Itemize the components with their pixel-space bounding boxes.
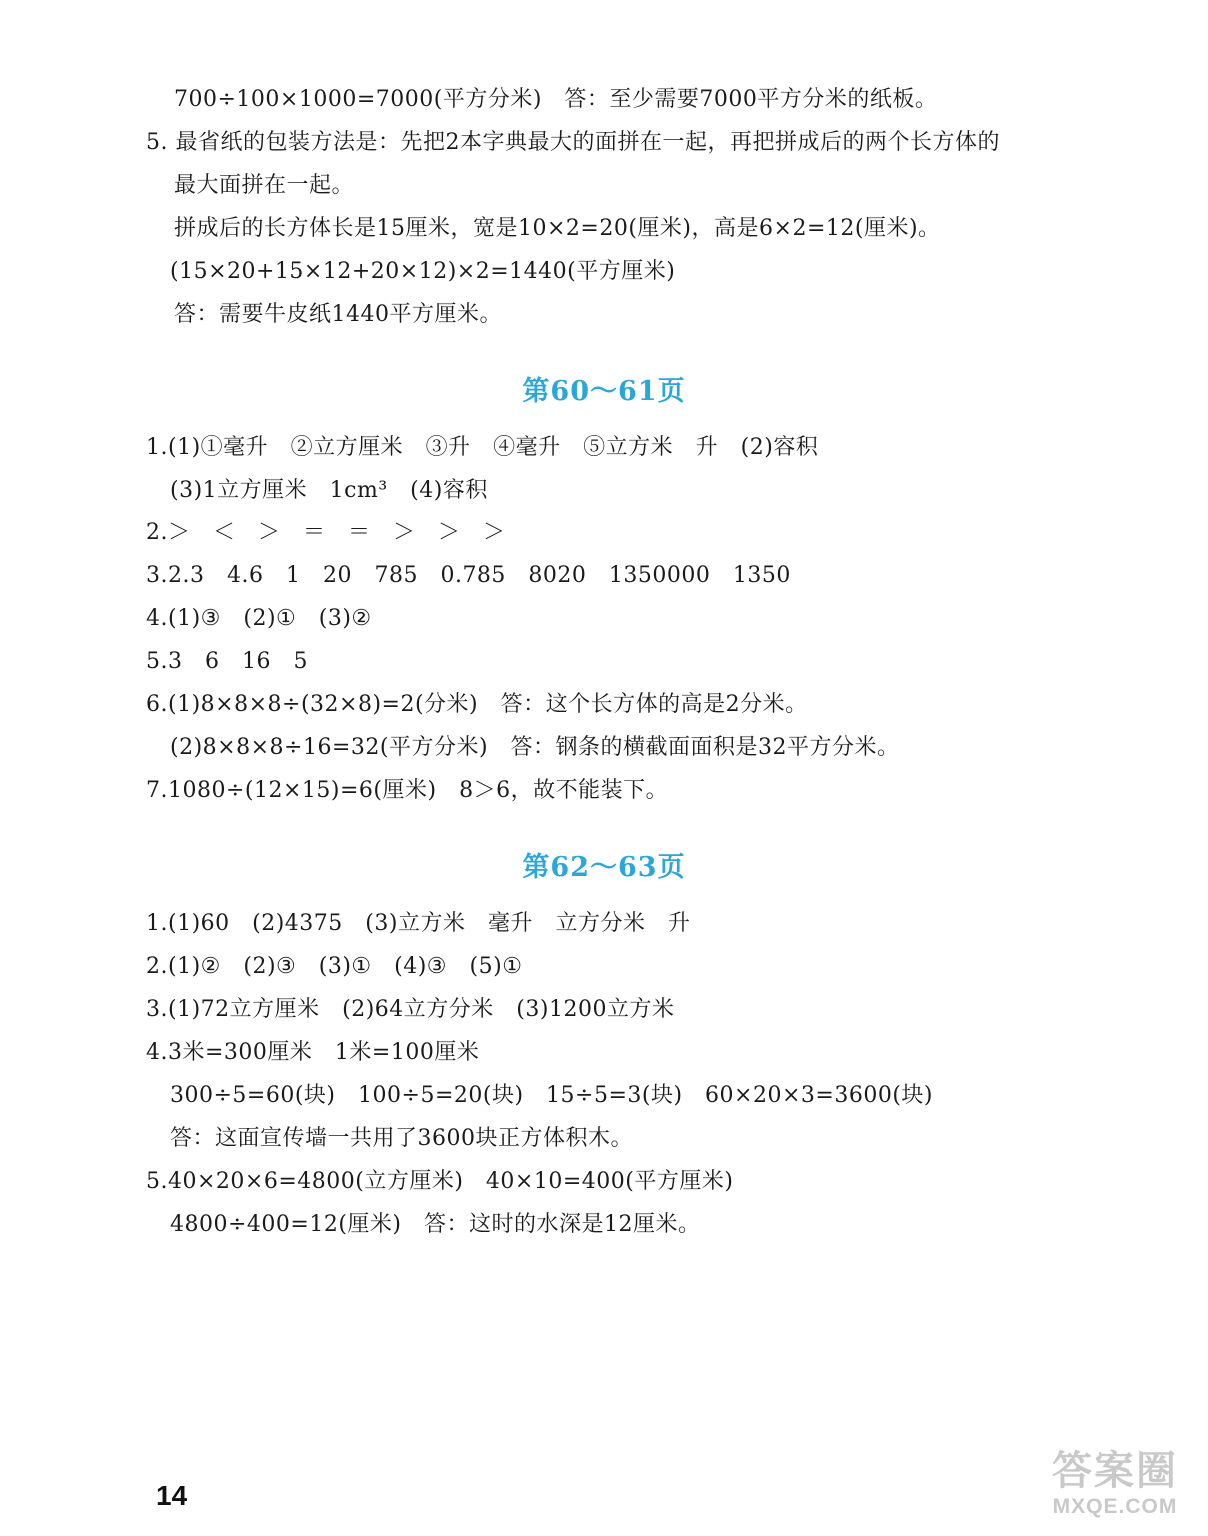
answer-line: (15×20+15×12+20×12)×2=1440(平方厘米) — [170, 259, 676, 284]
answer-line: 2.＞ ＜ ＞ ＝ ＝ ＞ ＞ ＞ — [146, 520, 506, 545]
answer-line: (2)8×8×8÷16=32(平方分米) 答：钢条的横截面面积是32平方分米。 — [170, 735, 900, 760]
answer-line: 答：需要牛皮纸1440平方厘米。 — [174, 302, 502, 327]
answer-line: 2.(1)② (2)③ (3)① (4)③ (5)① — [146, 954, 523, 979]
watermark-logo — [1030, 1448, 1200, 1530]
answer-line: 4.3米=300厘米 1米=100厘米 — [146, 1040, 480, 1065]
answer-line: 拼成后的长方体长是15厘米，宽是10×2=20(厘米)，高是6×2=12(厘米)。 — [174, 216, 941, 241]
answer-line: 最大面拼在一起。 — [174, 173, 355, 198]
answer-line: 6.(1)8×8×8÷(32×8)=2(分米) 答：这个长方体的高是2分米。 — [146, 692, 808, 717]
answer-line: 5.40×20×6=4800(立方厘米) 40×10=400(平方厘米) — [146, 1169, 734, 1194]
answer-line: 1.(1)60 (2)4375 (3)立方米 毫升 立方分米 升 — [146, 911, 691, 936]
answer-line: 4.(1)③ (2)① (3)② — [146, 606, 372, 631]
section-heading: 第60～61页 — [522, 376, 686, 407]
section-heading: 第62～63页 — [522, 852, 686, 883]
answer-line: 7.1080÷(12×15)=6(厘米) 8＞6，故不能装下。 — [146, 778, 669, 803]
page-number: 14 — [156, 1480, 188, 1511]
answer-line: 5. 最省纸的包装方法是：先把2本字典最大的面拼在一起，再把拼成后的两个长方体的 — [146, 130, 1000, 155]
answer-line: 5.3 6 16 5 — [146, 649, 308, 674]
answer-line: 3.(1)72立方厘米 (2)64立方分米 (3)1200立方米 — [146, 997, 675, 1022]
answer-line: 3.2.3 4.6 1 20 785 0.785 8020 1350000 1350 — [146, 563, 791, 588]
answer-line: 700÷100×1000=7000(平方分米) 答：至少需要7000平方分米的纸板。 — [174, 87, 938, 112]
answer-line: (3)1立方厘米 1cm³ (4)容积 — [170, 478, 488, 503]
answer-line: 1.(1)①毫升 ②立方厘米 ③升 ④毫升 ⑤立方米 升 (2)容积 — [146, 435, 819, 460]
answer-line: 4800÷400=12(厘米) 答：这时的水深是12厘米。 — [170, 1212, 701, 1237]
watermark-logo-text: 答案圈 — [1052, 1449, 1178, 1493]
answer-line: 300÷5=60(块) 100÷5=20(块) 15÷5=3(块) 60×20×3=3600(块) — [170, 1083, 933, 1108]
answer-line: 答：这面宣传墙一共用了3600块正方体积木。 — [170, 1126, 633, 1151]
watermark-url: MXQE.COM — [1052, 1495, 1178, 1518]
